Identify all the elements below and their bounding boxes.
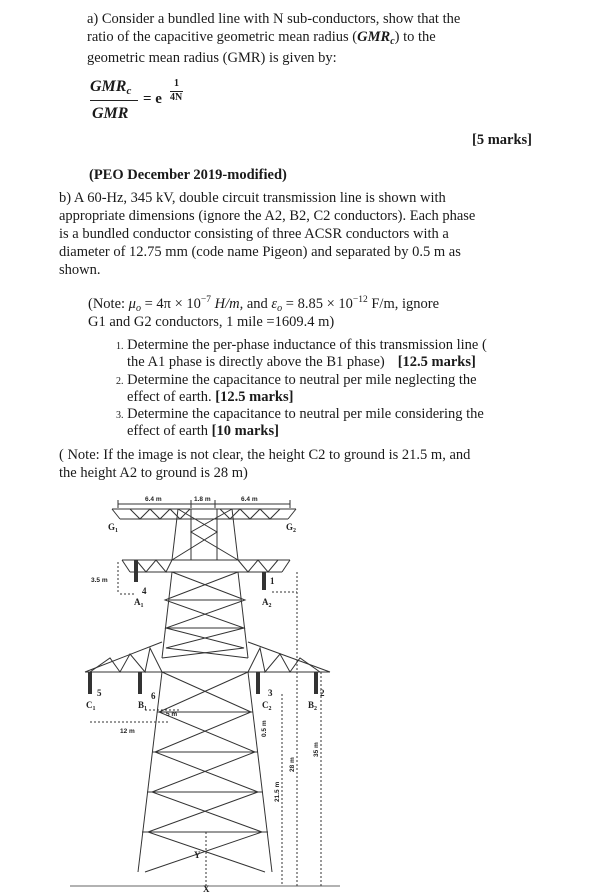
dim-21-5m: 21.5 m [274,781,281,802]
g1-label: $G_1$ [108,522,119,534]
formula-equals-e: = e [143,91,162,107]
dim-top-mid: 1.8 m [194,496,211,503]
b2-label: $B_2$ [308,700,318,712]
dim-3-5m: 3.5 m [91,577,108,584]
insulator-a1 [134,560,138,582]
g2-label: $G_2$ [286,522,297,534]
dim-12m: 12 m [120,728,135,735]
mu-symbol: $\mu_o$ [128,296,141,314]
question-2-cont: effect of earth. [12.5 marks] [127,389,294,405]
y-axis-label: Y [194,850,201,860]
insulator-a2 [262,572,266,590]
formula-numerator: $GMR_c$ [90,78,132,97]
part-b-line: shown. [59,262,101,278]
position-1-label: 1 [270,576,275,586]
part-b-line: b) A 60-Hz, 345 kV, double circuit transmission line is shown with [59,190,446,206]
part-b-line: is a bundled conductor consisting of three ACSR conductors with a [59,226,449,242]
insulator-b2 [314,672,318,694]
note-constants: (Note: $\mu_o = 4\pi \times 10^{-7}$ H/m, and $\varepsilon_o = 8.85 \times 10^{-12}$ F/m, ignore [88,295,440,314]
formula-denominator: GMR [92,105,129,122]
transmission-tower-figure [0,472,605,892]
gmr-c-inline: $GMR_c$ [357,29,395,47]
dim-top-right: 6.4 m [241,496,258,503]
formula-exp-num: 1 [174,78,179,89]
question-1-cont: the A1 phase is directly above the B1 phase) [12.5 marks] [127,354,476,370]
insulator-b1 [138,672,142,694]
part-a-line2 [87,28,436,51]
c1-label: $C_1$ [86,700,96,712]
position-4-label: 4 [142,586,147,596]
c2-label: $C_2$ [262,700,272,712]
dim-0-5m: 0.5 m [261,720,268,737]
part-a-line3: geometric mean radius (GMR) is given by: [87,50,337,66]
part-a-line2-post: ) to the [394,29,436,45]
question-3: 3. Determine the capacitance to neutral per mile considering the [116,406,484,422]
note-line2: G1 and G2 conductors, 1 mile =1609.4 m) [88,314,335,330]
b1-label: $B_1$ [138,700,148,712]
formula-fraction-bar [90,100,138,101]
part-a-line2-pre: ratio of the capacitive geometric mean radius ( [87,29,358,45]
note2-line2: the height A2 to ground is 28 m) [59,465,248,481]
x-axis-label: X [203,884,210,892]
part-b-line: diameter of 12.75 mm (code name Pigeon) and separated by 0.5 m as [59,244,461,260]
part-a-line1: a) Consider a bundled line with N sub-conductors, show that the [87,11,461,27]
dim-28m: 28 m [289,757,296,772]
position-5-label: 5 [97,688,102,698]
part-b-line: appropriate dimensions (ignore the A2, B2, C2 conductors). Each phase [59,208,476,224]
question-1: 1. Determine the per-phase inductance of this transmission line ( [116,337,487,353]
dim-top-left: 6.4 m [145,496,162,503]
note2-line1: ( Note: If the image is not clear, the height C2 to ground is 21.5 m, and [59,447,471,463]
question-2: 2. Determine the capacitance to neutral per mile neglecting the [116,372,477,388]
dim-35m: 35 m [313,742,320,757]
a2-label: $A_2$ [262,597,272,609]
position-6-label: 6 [151,691,156,701]
position-2-label: 2 [320,688,325,698]
formula-exp-den: 4N [170,92,183,103]
insulator-c1 [88,672,92,694]
dim-5m: 5 m [166,711,178,718]
epsilon-symbol: $\varepsilon_o$ [271,296,283,314]
insulator-c2 [256,672,260,694]
position-3-label: 3 [268,688,273,698]
question-3-cont: effect of earth [10 marks] [127,423,279,439]
peo-source: (PEO December 2019-modified) [89,167,287,183]
part-a-marks: [5 marks] [472,132,533,148]
a1-label: $A_1$ [134,597,144,609]
gmr-ratio-formula [90,78,230,128]
